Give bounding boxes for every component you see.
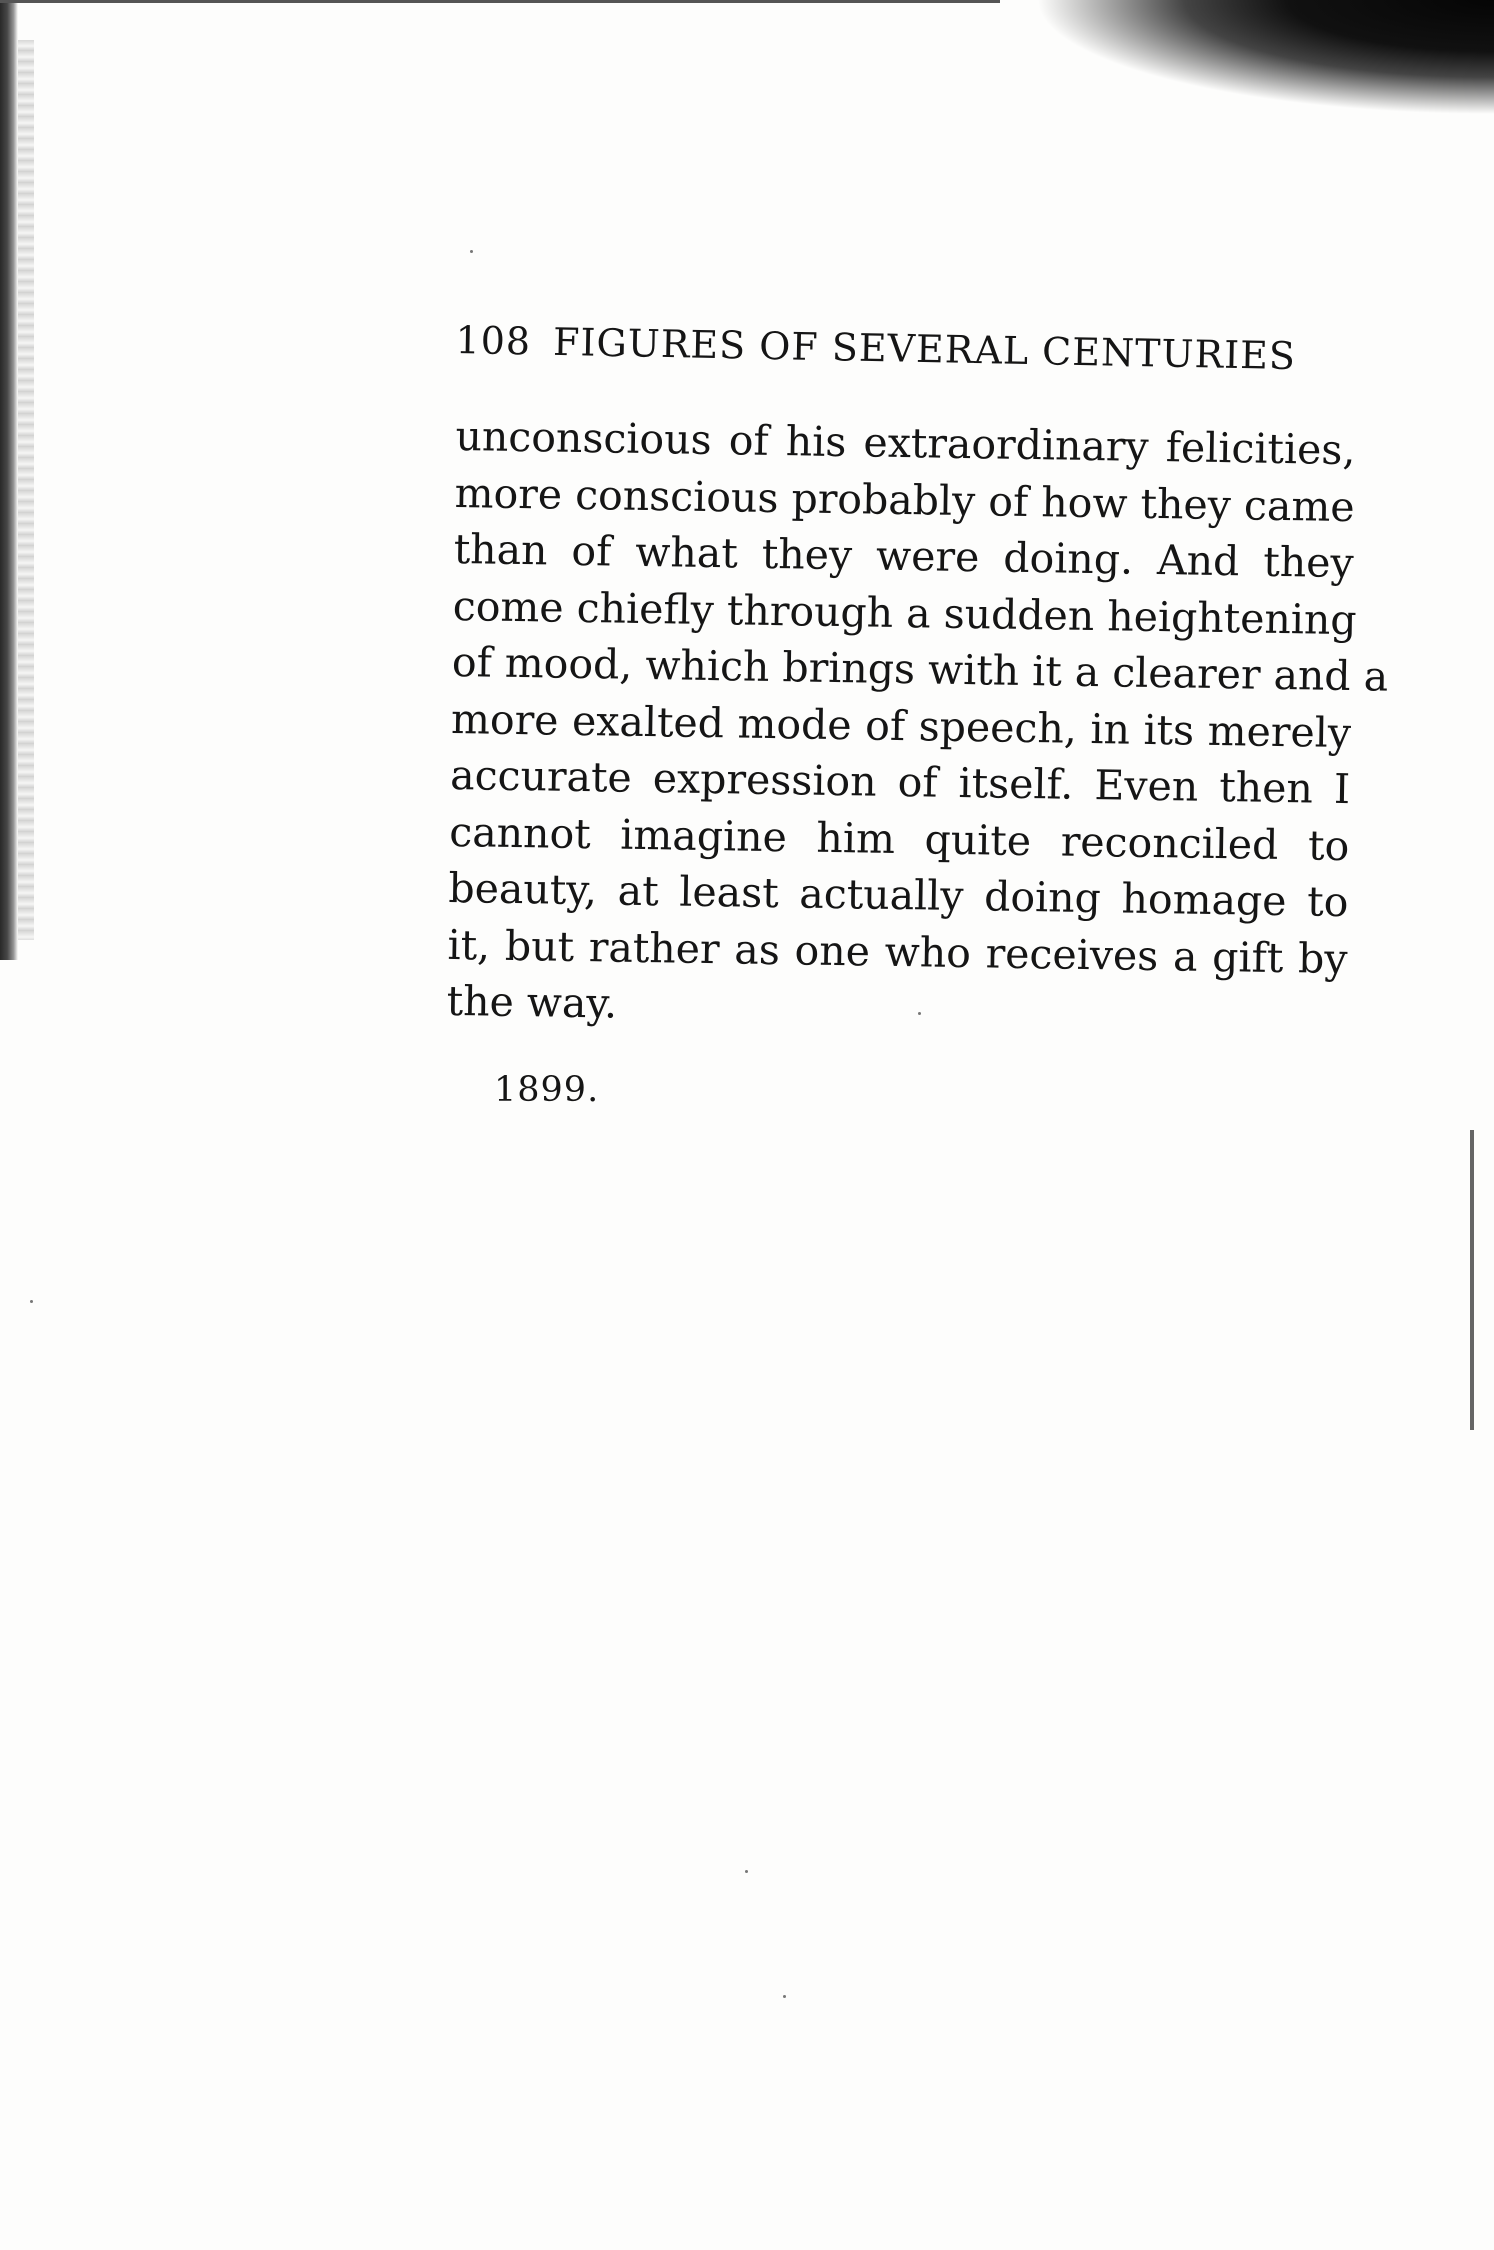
scan-binding-shadow (0, 0, 18, 960)
scan-speck (745, 1870, 748, 1873)
page-number: 108 (455, 318, 532, 364)
body-paragraph (446, 408, 1389, 1044)
text-line: of mood, which brings with it a clearer and a (451, 637, 1389, 701)
scan-binding-texture (18, 40, 34, 940)
text-line: accurate expression of itself. Even then I (449, 750, 1351, 814)
scan-speck (470, 250, 473, 253)
scan-speck (30, 1300, 33, 1303)
text-line: it, but rather as one who receives a gift by (447, 920, 1348, 983)
text-line: the way. (446, 976, 618, 1028)
text-line: more conscious probably of how they came (454, 468, 1355, 531)
text-line: beauty, at least actually doing homage to (448, 863, 1349, 927)
scan-corner-shadow (974, 0, 1494, 130)
running-header (455, 318, 1356, 395)
text-line: than of what they were doing. And they (453, 524, 1355, 588)
running-title: FIGURES OF SEVERAL CENTURIES (552, 319, 1297, 379)
scan-top-edge (0, 0, 1000, 3)
text-line: unconscious of his extraordinary felicities, (455, 411, 1356, 475)
text-line: more exalted mode of speech, in its merely (450, 694, 1352, 757)
scan-speck (783, 1995, 786, 1998)
text-line: come chiefly through a sudden heightening (452, 581, 1357, 644)
scan-right-edge-mark (1470, 1130, 1474, 1430)
text-line: cannot imagine him quite reconciled to (448, 807, 1350, 870)
essay-date: 1899. (494, 1070, 600, 1110)
